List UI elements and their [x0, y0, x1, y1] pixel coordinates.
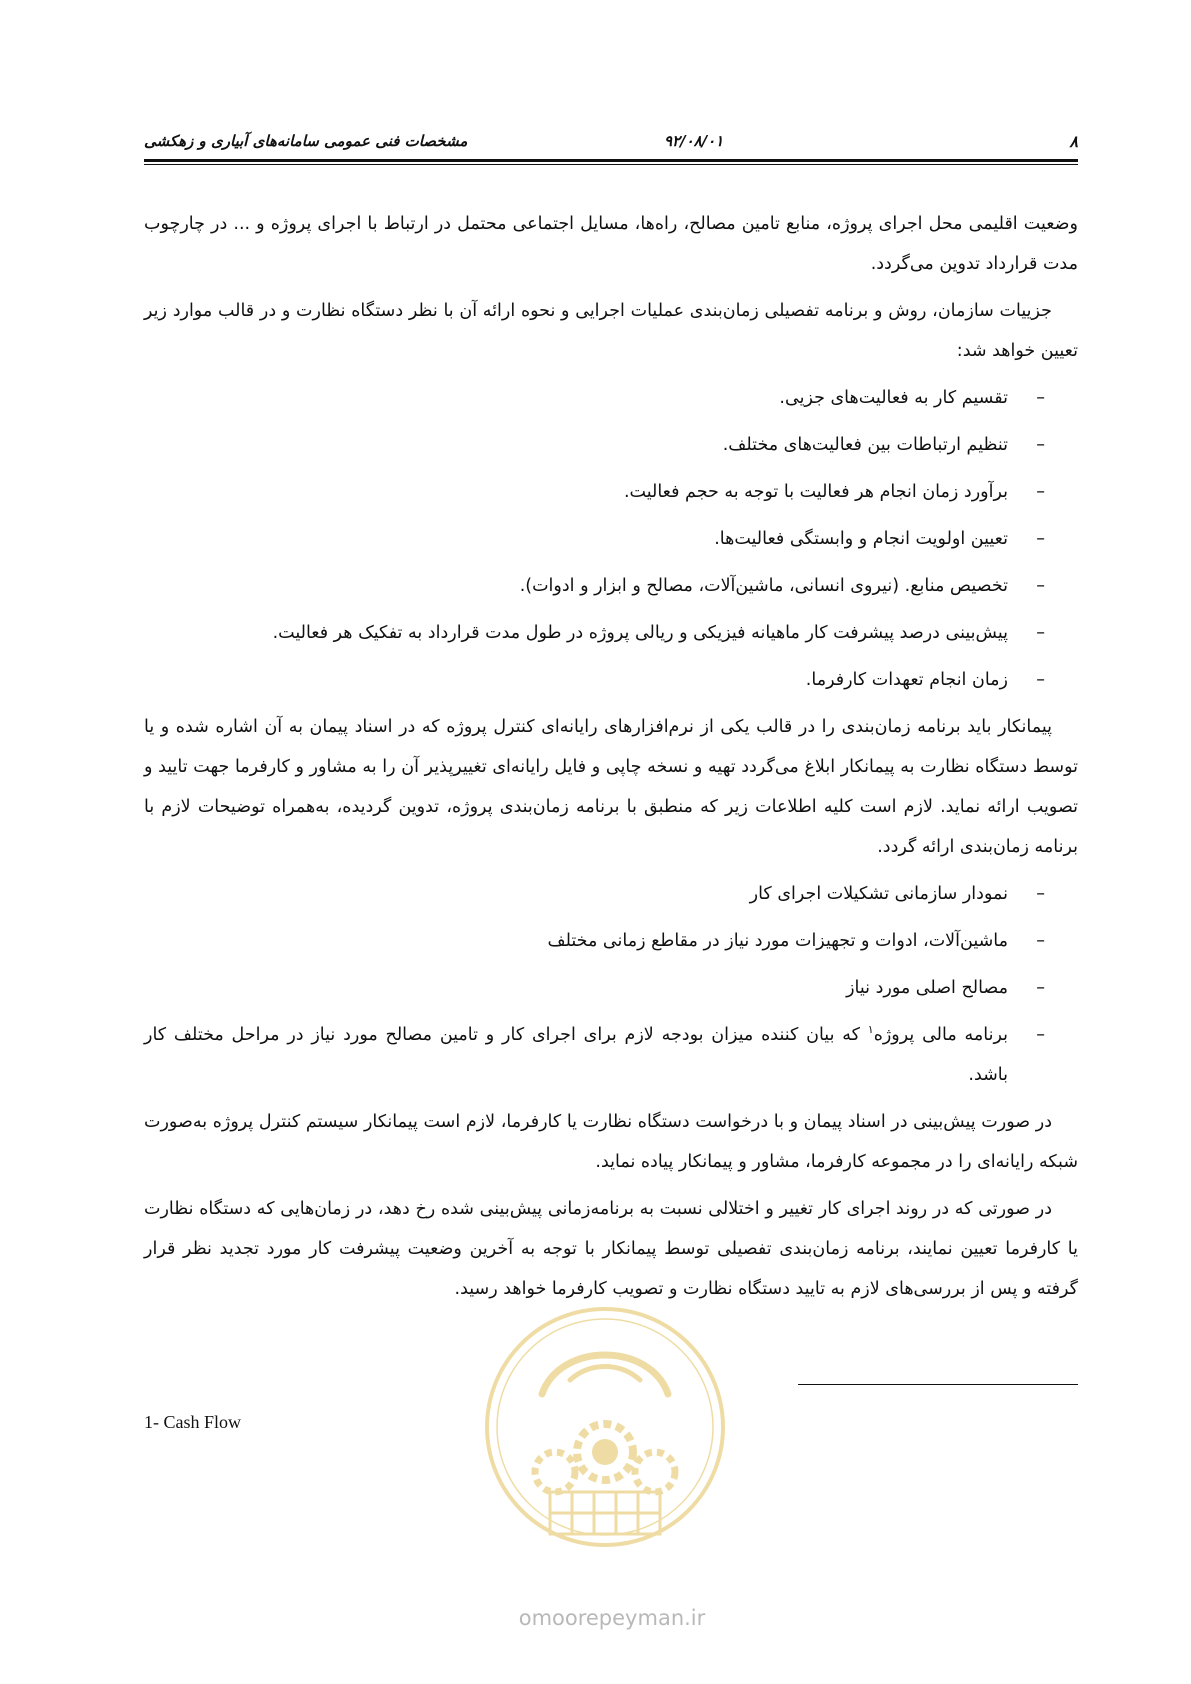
schedule-items-list: [144, 378, 1078, 700]
header-title: مشخصات فنی عمومی سامانه‌های آبیاری و زهکشی: [144, 132, 468, 150]
footnote: 1- Cash Flow: [144, 1412, 242, 1432]
page-number: ۸: [1069, 132, 1078, 151]
list-item: – تنظیم ارتباطات بین فعالیت‌های مختلف.: [144, 425, 1078, 465]
list-item: – نمودار سازمانی تشکیلات اجرای کار: [144, 874, 1078, 914]
list-item: – تقسیم کار به فعالیت‌های جزیی.: [144, 378, 1078, 418]
header-rule-thin: [144, 164, 1078, 165]
list-item: – ماشین‌آلات، ادوات و تجهیزات مورد نیاز در مقاطع زمانی مختلف: [144, 921, 1078, 961]
list-item-text: برنامه مالی پروژه: [873, 1025, 1008, 1045]
paragraph: پیمانکار باید برنامه زمان‌بندی را در قالب یکی از نرم‌افزارهای رایانه‌ای کنترل پروژه که در اسناد پیمان به آن اشاره شده و یا توسط دستگاه نظارت به پیمانکار ابلاغ می‌گردد تهیه و نسخه چاپی و فایل رایانه‌ای تغییرپذیر آن را به مشاور و کارفرما جهت تایید و تصویب ارائه نماید. لازم است کلیه اطلاعات زیر که منطبق با برنامه زمان‌بندی پروژه، تدوین گردیده، به‌همراه توضیحات لازم با برنامه زمان‌بندی ارائه گردد.: [144, 717, 1078, 857]
list-item: – زمان انجام تعهدات کارفرما.: [144, 660, 1078, 700]
footnote-marker: ۱: [867, 1023, 874, 1037]
header-rule-thick: [144, 159, 1078, 162]
list-item-text: که بیان کننده میزان بودجه لازم برای اجرای کار و تامین مصالح مورد نیاز در مراحل مختلف کار باشد.: [144, 1025, 1008, 1085]
list-item: – برآورد زمان انجام هر فعالیت با توجه به حجم فعالیت.: [144, 472, 1078, 512]
watermark-logo-icon: [480, 1302, 730, 1552]
page-header: [144, 128, 1078, 158]
header-date: ۹۲/۰۸/۰۱: [664, 132, 724, 150]
paragraph: جزییات سازمان، روش و برنامه تفصیلی زمان‌بندی عملیات اجرایی و نحوه ارائه آن با نظر دستگاه نظارت و در قالب موارد زیر تعیین خواهد شد:: [144, 301, 1078, 361]
list-item: – مصالح اصلی مورد نیاز: [144, 968, 1078, 1008]
paragraph: وضعیت اقلیمی محل اجرای پروژه، منابع تامین مصالح، راه‌ها، مسایل اجتماعی محتمل در ارتباط با اجرای پروژه و ... در چارچوب مدت قرارداد تدوین می‌گردد.: [144, 214, 1078, 274]
watermark-url: omoorepeyman.ir: [518, 1606, 706, 1630]
list-item: – تخصیص منابع. (نیروی انسانی، ماشین‌آلات، مصالح و ابزار و ادوات).: [144, 566, 1078, 606]
document-body: [144, 204, 1078, 1316]
footnote-separator: [798, 1384, 1078, 1385]
list-item: [144, 1015, 1078, 1095]
paragraph: در صورتی که در روند اجرای کار تغییر و اختلالی نسبت به برنامه‌زمانی پیش‌بینی شده رخ دهد، در زمان‌هایی که دستگاه نظارت یا کارفرما تعیین نمایند، برنامه زمان‌بندی تفصیلی توسط پیمانکار با توجه به آخرین وضعیت پیشرفت کار مورد تجدید نظر قرار گرفته و پس از بررسی‌های لازم به تایید دستگاه نظارت و تصویب کارفرما خواهد رسید.: [144, 1199, 1078, 1299]
paragraph: در صورت پیش‌بینی در اسناد پیمان و با درخواست دستگاه نظارت یا کارفرما، لازم است پیمانکار سیستم کنترل پروژه به‌صورت شبکه رایانه‌ای را در مجموعه کارفرما، مشاور و پیمانکار پیاده نماید.: [144, 1112, 1078, 1172]
list-item: – پیش‌بینی درصد پیشرفت کار ماهیانه فیزیکی و ریالی پروژه در طول مدت قرارداد به تفکیک هر فعالیت.: [144, 613, 1078, 653]
required-info-list: [144, 874, 1078, 1095]
list-item: – تعیین اولویت انجام و وابستگی فعالیت‌ها.: [144, 519, 1078, 559]
